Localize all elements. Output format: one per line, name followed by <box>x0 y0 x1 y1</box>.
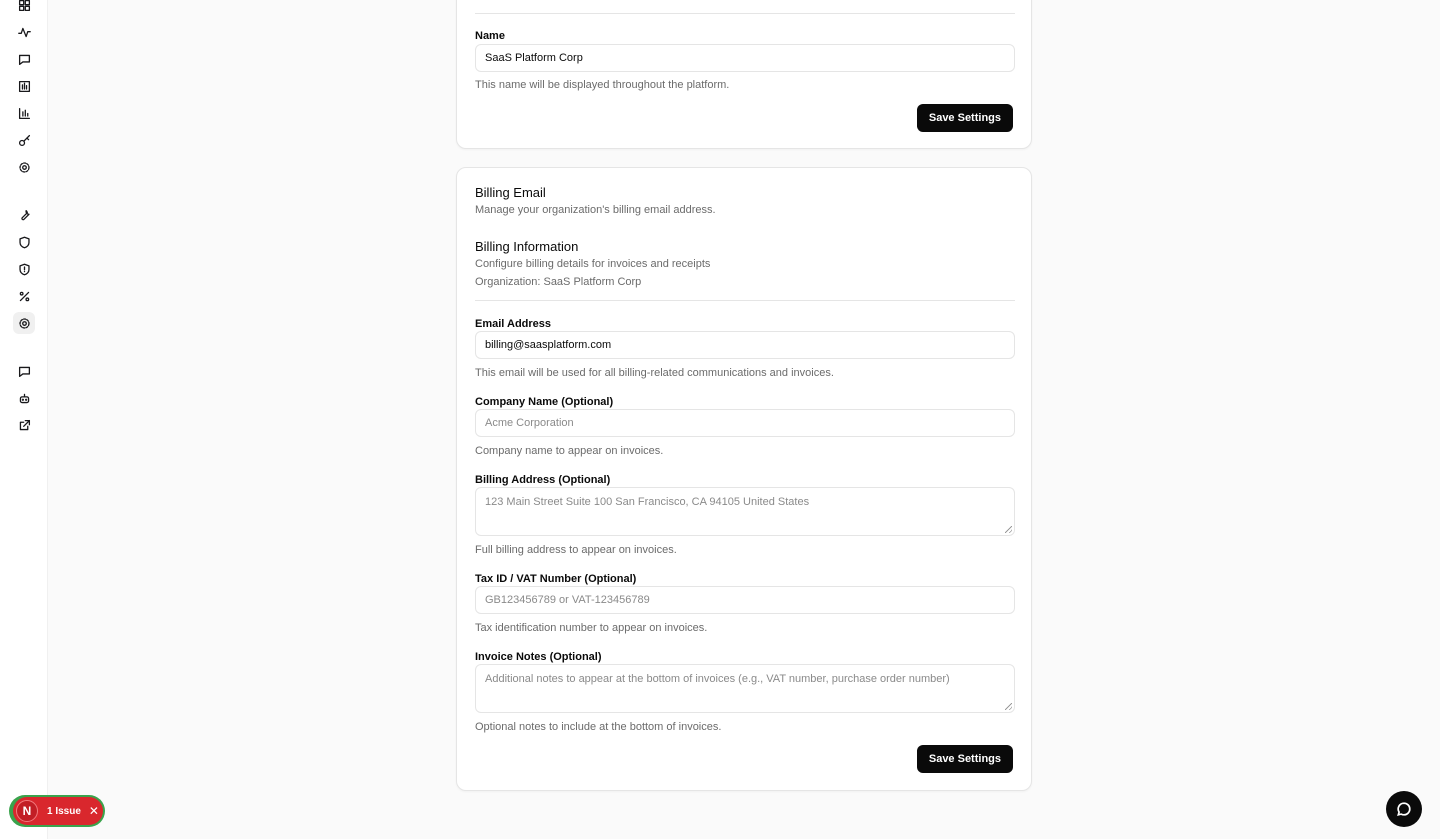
organization-card <box>456 0 1032 149</box>
address-placeholder: 123 Main Street Suite 100 San Francisco, CA 94105 United States <box>485 496 810 508</box>
company-input[interactable]: Acme Corporation <box>475 409 1015 437</box>
billing-card <box>456 167 1032 791</box>
chat-bubble-icon <box>1396 801 1412 817</box>
dashboard-icon[interactable] <box>13 0 35 16</box>
issue-indicator[interactable] <box>9 795 105 827</box>
bot-icon[interactable] <box>13 387 35 409</box>
company-label: Company Name (Optional) <box>475 396 614 408</box>
percent-icon[interactable] <box>13 285 35 307</box>
notes-textarea[interactable] <box>475 664 1015 713</box>
email-input[interactable]: billing@saasplatform.com <box>475 331 1015 359</box>
tax-input[interactable]: GB123456789 or VAT-123456789 <box>475 586 1015 614</box>
message-icon[interactable] <box>13 48 35 70</box>
email-label: Email Address <box>475 318 552 330</box>
avatar: N <box>16 800 38 822</box>
save-settings-button[interactable]: Save Settings <box>917 104 1013 132</box>
tax-label: Tax ID / VAT Number (Optional) <box>475 573 637 585</box>
chat-button[interactable] <box>1386 791 1422 827</box>
feedback-icon[interactable] <box>13 360 35 382</box>
email-help: This email will be used for all billing-related communications and invoices. <box>475 367 834 379</box>
notes-help: Optional notes to include at the bottom of invoices. <box>475 721 722 733</box>
notes-label: Invoice Notes (Optional) <box>475 651 602 663</box>
billing-info-title: Billing Information <box>475 239 579 254</box>
billing-info-subtitle: Configure billing details for invoices and receipts <box>475 258 711 270</box>
settings-icon[interactable] <box>13 156 35 178</box>
divider <box>475 13 1015 14</box>
settings-active-icon[interactable] <box>13 312 35 334</box>
issue-pill[interactable] <box>13 797 103 825</box>
name-input[interactable]: SaaS Platform Corp <box>475 44 1015 72</box>
billing-email-subtitle: Manage your organization's billing email address. <box>475 204 716 216</box>
organization-line: Organization: SaaS Platform Corp <box>475 276 642 288</box>
company-help: Company name to appear on invoices. <box>475 445 664 457</box>
wrench-icon[interactable] <box>13 204 35 226</box>
analytics-icon[interactable] <box>13 102 35 124</box>
close-icon[interactable]: ✕ <box>88 804 99 818</box>
sidebar <box>0 0 48 839</box>
billing-email-title: Billing Email <box>475 185 546 200</box>
bar-chart-icon[interactable] <box>13 75 35 97</box>
resize-handle[interactable] <box>1005 526 1012 533</box>
address-textarea[interactable] <box>475 487 1015 536</box>
name-label: Name <box>475 30 505 42</box>
tax-help: Tax identification number to appear on invoices. <box>475 622 708 634</box>
resize-handle[interactable] <box>1005 703 1012 710</box>
address-help: Full billing address to appear on invoices. <box>475 544 677 556</box>
name-help: This name will be displayed throughout the platform. <box>475 79 730 91</box>
shield-alert-icon[interactable] <box>13 258 35 280</box>
address-label: Billing Address (Optional) <box>475 474 611 486</box>
save-settings-button[interactable]: Save Settings <box>917 745 1013 773</box>
issue-count[interactable]: 1 Issue <box>47 805 81 817</box>
external-link-icon[interactable] <box>13 414 35 436</box>
activity-icon[interactable] <box>13 21 35 43</box>
key-icon[interactable] <box>13 129 35 151</box>
divider <box>475 300 1015 301</box>
shield-icon[interactable] <box>13 231 35 253</box>
notes-placeholder: Additional notes to appear at the bottom of invoices (e.g., VAT number, purchase order number) <box>485 673 950 685</box>
